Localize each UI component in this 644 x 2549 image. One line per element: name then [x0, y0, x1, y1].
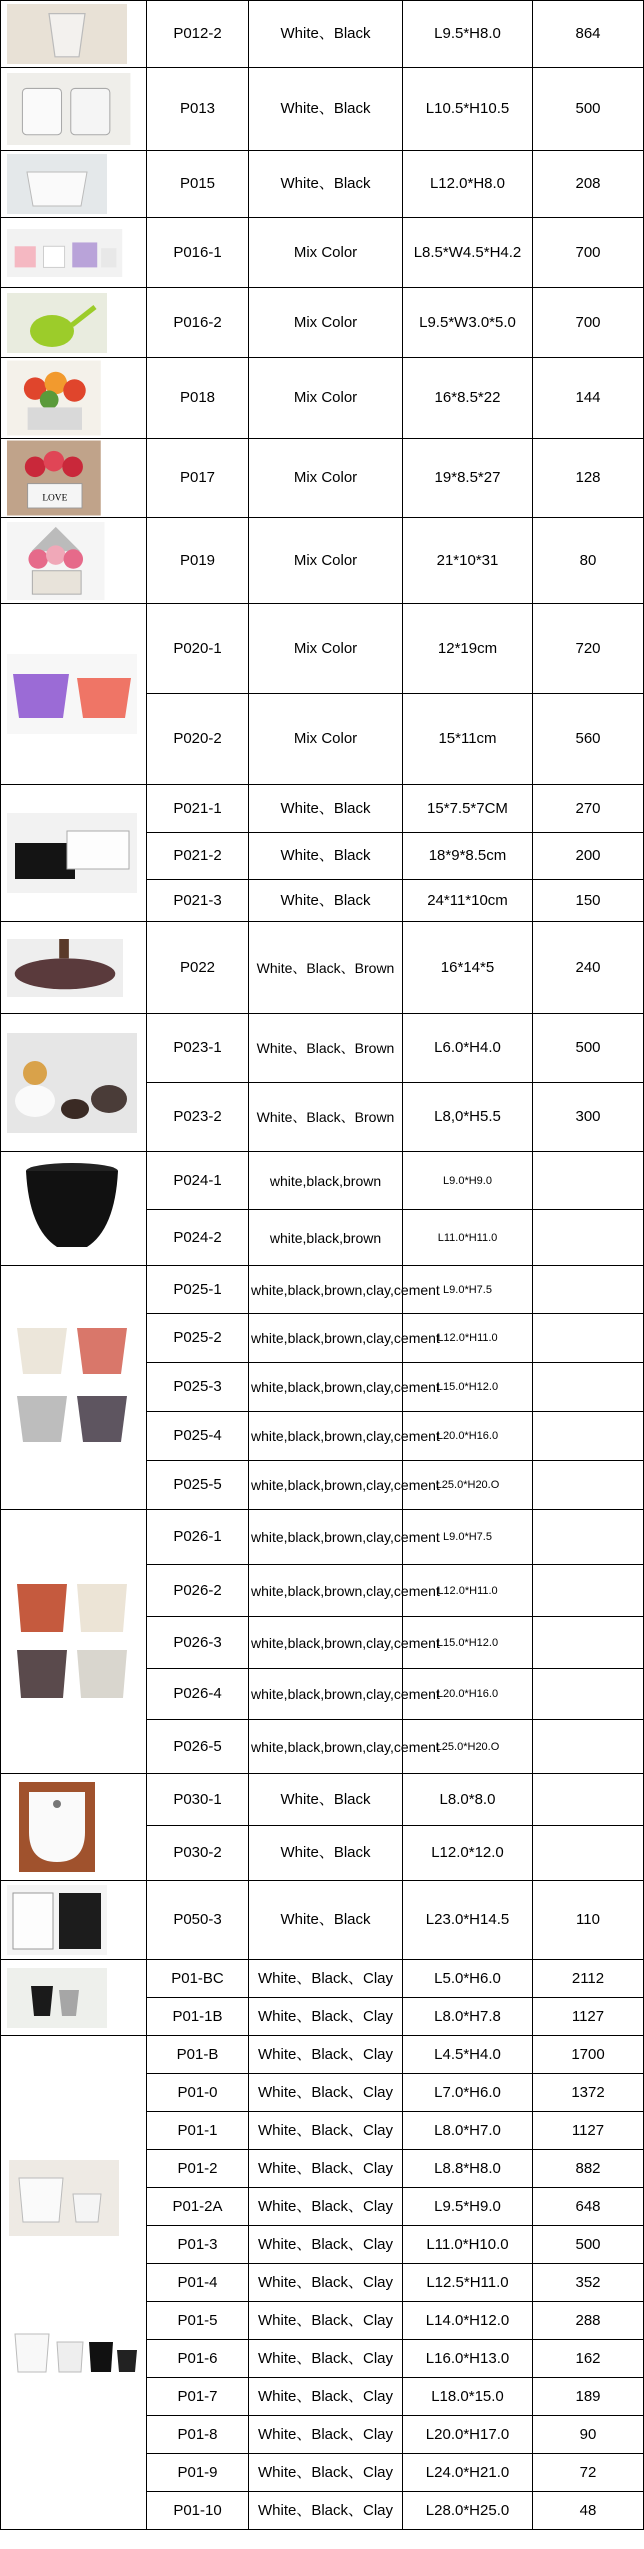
- product-qty: [533, 1363, 644, 1412]
- table-row: [1, 922, 644, 1014]
- table-row: [1, 358, 644, 439]
- product-photo: [1, 288, 147, 358]
- product-size: L7.0*H6.0: [403, 2074, 533, 2112]
- product-size: 16*8.5*22: [403, 358, 533, 439]
- product-qty: [533, 1774, 644, 1826]
- product-color: White、Black、Clay: [249, 2492, 403, 2530]
- product-color: white,black,brown,clay,cement: [249, 1617, 403, 1669]
- product-code: P026-2: [147, 1565, 249, 1617]
- product-size: L8.5*W4.5*H4.2: [403, 218, 533, 288]
- product-qty: 500: [533, 68, 644, 151]
- product-color: White、Black: [249, 785, 403, 833]
- product-qty: 2112: [533, 1960, 644, 1998]
- product-code: P025-2: [147, 1314, 249, 1363]
- product-photo: [1, 1014, 147, 1152]
- product-color: White、Black、Clay: [249, 2264, 403, 2302]
- table-row: [1, 288, 644, 358]
- product-qty: 500: [533, 2226, 644, 2264]
- pot-set-image: [7, 1318, 137, 1458]
- product-size: 19*8.5*27: [403, 439, 533, 518]
- product-photo: [1, 1774, 147, 1881]
- product-qty: [533, 1826, 644, 1881]
- product-qty: 240: [533, 922, 644, 1014]
- product-qty: 270: [533, 785, 644, 833]
- product-color: white,black,brown,clay,cement: [249, 1412, 403, 1461]
- product-color: White、Black、Clay: [249, 2454, 403, 2492]
- product-code: P013: [147, 68, 249, 151]
- pot-image: [7, 1159, 137, 1259]
- product-qty: 1127: [533, 2112, 644, 2150]
- product-code: P021-1: [147, 785, 249, 833]
- product-code: P016-2: [147, 288, 249, 358]
- product-qty: 189: [533, 2378, 644, 2416]
- product-color: White、Black、Brown: [249, 1014, 403, 1083]
- product-size: L25.0*H20.O: [403, 1720, 533, 1774]
- table-row: [1, 1510, 644, 1565]
- product-size: L16.0*H13.0: [403, 2340, 533, 2378]
- product-size: L9.0*H7.5: [403, 1510, 533, 1565]
- table-row: [1, 439, 644, 518]
- product-code: P01-1: [147, 2112, 249, 2150]
- product-color: White、Black、Clay: [249, 2416, 403, 2454]
- product-qty: 1372: [533, 2074, 644, 2112]
- product-code: P01-B: [147, 2036, 249, 2074]
- product-size: L6.0*H4.0: [403, 1014, 533, 1083]
- product-qty: [533, 1461, 644, 1510]
- product-code: P023-1: [147, 1014, 249, 1083]
- product-color: White、Black、Clay: [249, 2188, 403, 2226]
- product-size: L28.0*H25.0: [403, 2492, 533, 2530]
- product-color: white,black,brown,clay,cement: [249, 1266, 403, 1314]
- product-qty: 882: [533, 2150, 644, 2188]
- product-size: 15*7.5*7CM: [403, 785, 533, 833]
- product-qty: 352: [533, 2264, 644, 2302]
- product-qty: 1700: [533, 2036, 644, 2074]
- product-size: L11.0*H11.0: [403, 1210, 533, 1266]
- product-qty: 700: [533, 288, 644, 358]
- product-size: L9.5*H9.0: [403, 2188, 533, 2226]
- product-color: White、Black、Clay: [249, 2340, 403, 2378]
- product-color: White、Black、Brown: [249, 1083, 403, 1152]
- svg-text:LOVE: LOVE: [42, 493, 68, 504]
- product-qty: 700: [533, 218, 644, 288]
- product-qty: [533, 1314, 644, 1363]
- product-size: L8.8*H8.0: [403, 2150, 533, 2188]
- product-code: P012-2: [147, 1, 249, 68]
- product-photo: [1, 151, 147, 218]
- product-color: white,black,brown,clay,cement: [249, 1461, 403, 1510]
- product-size: L15.0*H12.0: [403, 1617, 533, 1669]
- product-size: L9.0*H9.0: [403, 1152, 533, 1210]
- wall-pot-image: [7, 1782, 107, 1872]
- product-photo: [1, 1266, 147, 1510]
- product-qty: 288: [533, 2302, 644, 2340]
- product-code: P01-2: [147, 2150, 249, 2188]
- product-code: P01-BC: [147, 1960, 249, 1998]
- pot-image: [7, 654, 137, 734]
- planter-image: [7, 813, 137, 893]
- product-size: L10.5*H10.5: [403, 68, 533, 151]
- product-code: P01-0: [147, 2074, 249, 2112]
- product-code: P025-5: [147, 1461, 249, 1510]
- product-qty: 48: [533, 2492, 644, 2530]
- product-photo: [1, 218, 147, 288]
- table-row: [1, 2036, 644, 2074]
- product-color: White、Black、Clay: [249, 2036, 403, 2074]
- table-row: [1, 1, 644, 68]
- product-size: 18*9*8.5cm: [403, 833, 533, 880]
- product-code: P018: [147, 358, 249, 439]
- product-photo: [1, 358, 147, 439]
- product-code: P020-2: [147, 694, 249, 785]
- product-size: L12.5*H11.0: [403, 2264, 533, 2302]
- product-color: white,black,brown,clay,cement: [249, 1720, 403, 1774]
- product-qty: 1127: [533, 1998, 644, 2036]
- product-qty: [533, 1720, 644, 1774]
- product-qty: [533, 1412, 644, 1461]
- product-photo: [1, 604, 147, 785]
- product-qty: 720: [533, 604, 644, 694]
- product-qty: 80: [533, 518, 644, 604]
- product-photo: [1, 1881, 147, 1960]
- product-qty: 864: [533, 1, 644, 68]
- product-color: Mix Color: [249, 694, 403, 785]
- product-color: White、Black: [249, 1, 403, 68]
- table-row: [1, 604, 644, 694]
- product-code: P01-7: [147, 2378, 249, 2416]
- product-size: L23.0*H14.5: [403, 1881, 533, 1960]
- product-size: L11.0*H10.0: [403, 2226, 533, 2264]
- product-qty: 72: [533, 2454, 644, 2492]
- product-code: P030-1: [147, 1774, 249, 1826]
- product-size: 24*11*10cm: [403, 880, 533, 922]
- product-code: P01-8: [147, 2416, 249, 2454]
- product-color: Mix Color: [249, 218, 403, 288]
- product-qty: 200: [533, 833, 644, 880]
- product-code: P01-3: [147, 2226, 249, 2264]
- product-qty: [533, 1210, 644, 1266]
- product-code: P021-2: [147, 833, 249, 880]
- product-size: L9.5*H8.0: [403, 1, 533, 68]
- table-row: [1, 1881, 644, 1960]
- product-code: P025-3: [147, 1363, 249, 1412]
- table-row: [1, 1014, 644, 1083]
- product-qty: 208: [533, 151, 644, 218]
- product-size: L8.0*H7.8: [403, 1998, 533, 2036]
- flower-image: [7, 441, 101, 516]
- pot-image: [7, 4, 127, 64]
- product-code: P050-3: [147, 1881, 249, 1960]
- product-size: L12.0*12.0: [403, 1826, 533, 1881]
- product-qty: 90: [533, 2416, 644, 2454]
- pot-image: [7, 229, 122, 277]
- product-code: P026-1: [147, 1510, 249, 1565]
- product-size: L15.0*H12.0: [403, 1363, 533, 1412]
- product-code: P024-1: [147, 1152, 249, 1210]
- product-code: P024-2: [147, 1210, 249, 1266]
- product-code: P019: [147, 518, 249, 604]
- product-photo: [1, 922, 147, 1014]
- product-color: White、Black: [249, 833, 403, 880]
- product-size: L8.0*8.0: [403, 1774, 533, 1826]
- product-photo: [1, 1510, 147, 1774]
- product-color: White、Black、Clay: [249, 1960, 403, 1998]
- product-photo: [1, 785, 147, 922]
- product-code: P01-2A: [147, 2188, 249, 2226]
- product-size: 16*14*5: [403, 922, 533, 1014]
- product-qty: 300: [533, 1083, 644, 1152]
- table-row: [1, 1266, 644, 1314]
- product-size: L24.0*H21.0: [403, 2454, 533, 2492]
- table-row: [1, 1960, 644, 1998]
- product-photo: [1, 2036, 147, 2530]
- product-photo: [1, 1152, 147, 1266]
- product-qty: [533, 1617, 644, 1669]
- product-size: L20.0*H17.0: [403, 2416, 533, 2454]
- product-color: White、Black: [249, 880, 403, 922]
- product-code: P022: [147, 922, 249, 1014]
- product-qty: [533, 1669, 644, 1720]
- product-color: white,black,brown: [249, 1152, 403, 1210]
- succulent-pot-image: [7, 1033, 137, 1133]
- product-color: White、Black: [249, 1826, 403, 1881]
- product-qty: [533, 1510, 644, 1565]
- product-color: white,black,brown,clay,cement: [249, 1510, 403, 1565]
- product-photo: [1, 518, 147, 604]
- product-photo: [1, 1960, 147, 2036]
- product-color: white,black,brown,clay,cement: [249, 1565, 403, 1617]
- product-color: White、Black、Clay: [249, 2150, 403, 2188]
- product-qty: 560: [533, 694, 644, 785]
- pot-image: [7, 73, 130, 145]
- flower-image: [7, 361, 101, 436]
- table-row: [1, 1152, 644, 1210]
- product-code: P025-1: [147, 1266, 249, 1314]
- product-size: L25.0*H20.O: [403, 1461, 533, 1510]
- product-size: L8.0*H7.0: [403, 2112, 533, 2150]
- bonsai-pot-image: [7, 939, 123, 997]
- product-color: White、Black: [249, 1774, 403, 1826]
- table-row: [1, 151, 644, 218]
- table-row: [1, 518, 644, 604]
- product-color: white,black,brown,clay,cement: [249, 1669, 403, 1720]
- product-size: L9.0*H7.5: [403, 1266, 533, 1314]
- product-qty: 150: [533, 880, 644, 922]
- product-code: P01-10: [147, 2492, 249, 2530]
- product-qty: [533, 1152, 644, 1210]
- product-size: L12.0*H11.0: [403, 1314, 533, 1363]
- product-qty: [533, 1266, 644, 1314]
- pot-image: [7, 1968, 107, 2028]
- product-qty: 162: [533, 2340, 644, 2378]
- product-color: Mix Color: [249, 604, 403, 694]
- product-code: P01-9: [147, 2454, 249, 2492]
- product-qty: [533, 1565, 644, 1617]
- product-size: L12.0*H11.0: [403, 1565, 533, 1617]
- product-color: White、Black、Clay: [249, 1998, 403, 2036]
- product-code: P01-5: [147, 2302, 249, 2340]
- product-size: L5.0*H6.0: [403, 1960, 533, 1998]
- product-color: White、Black: [249, 1881, 403, 1960]
- product-color: white,black,brown,clay,cement: [249, 1363, 403, 1412]
- pot-image: [7, 293, 107, 353]
- table-row: [1, 68, 644, 151]
- product-qty: 128: [533, 439, 644, 518]
- table-row: [1, 785, 644, 833]
- product-qty: 110: [533, 1881, 644, 1960]
- product-size: L12.0*H8.0: [403, 151, 533, 218]
- product-code: P026-3: [147, 1617, 249, 1669]
- planter-image: [7, 1885, 107, 1955]
- product-qty: 144: [533, 358, 644, 439]
- product-code: P016-1: [147, 218, 249, 288]
- product-photo: [1, 68, 147, 151]
- product-code: P026-4: [147, 1669, 249, 1720]
- product-photo: [1, 439, 147, 518]
- product-color: White、Black、Clay: [249, 2302, 403, 2340]
- product-photo: [1, 1, 147, 68]
- product-size: L20.0*H16.0: [403, 1669, 533, 1720]
- product-size: L4.5*H4.0: [403, 2036, 533, 2074]
- product-code: P030-2: [147, 1826, 249, 1881]
- product-code: P021-3: [147, 880, 249, 922]
- product-size: 15*11cm: [403, 694, 533, 785]
- flower-image: [7, 522, 105, 600]
- pot-set-image: [7, 1572, 137, 1712]
- product-code: P020-1: [147, 604, 249, 694]
- product-code: P01-6: [147, 2340, 249, 2378]
- product-color: White、Black、Brown: [249, 922, 403, 1014]
- table-row: [1, 1774, 644, 1826]
- product-code: P01-1B: [147, 1998, 249, 2036]
- product-color: White、Black、Clay: [249, 2378, 403, 2416]
- product-color: White、Black: [249, 68, 403, 151]
- product-color: white,black,brown: [249, 1210, 403, 1266]
- pot-image: [7, 154, 107, 214]
- product-size: L20.0*H16.0: [403, 1412, 533, 1461]
- product-code: P026-5: [147, 1720, 249, 1774]
- product-color: white,black,brown,clay,cement: [249, 1314, 403, 1363]
- product-color: White、Black、Clay: [249, 2074, 403, 2112]
- product-color: Mix Color: [249, 439, 403, 518]
- product-qty: 648: [533, 2188, 644, 2226]
- product-code: P025-4: [147, 1412, 249, 1461]
- product-code: P023-2: [147, 1083, 249, 1152]
- product-color: Mix Color: [249, 518, 403, 604]
- product-size: L14.0*H12.0: [403, 2302, 533, 2340]
- product-color: White、Black: [249, 151, 403, 218]
- product-code: P015: [147, 151, 249, 218]
- product-size: L9.5*W3.0*5.0: [403, 288, 533, 358]
- product-color: White、Black、Clay: [249, 2226, 403, 2264]
- product-color: White、Black、Clay: [249, 2112, 403, 2150]
- product-size: L18.0*15.0: [403, 2378, 533, 2416]
- pot-series-image: [1, 2036, 147, 2534]
- product-size: L8,0*H5.5: [403, 1083, 533, 1152]
- product-code: P017: [147, 439, 249, 518]
- product-qty: 500: [533, 1014, 644, 1083]
- product-color: Mix Color: [249, 288, 403, 358]
- table-row: [1, 218, 644, 288]
- product-size: 21*10*31: [403, 518, 533, 604]
- product-size: 12*19cm: [403, 604, 533, 694]
- product-color: Mix Color: [249, 358, 403, 439]
- product-code: P01-4: [147, 2264, 249, 2302]
